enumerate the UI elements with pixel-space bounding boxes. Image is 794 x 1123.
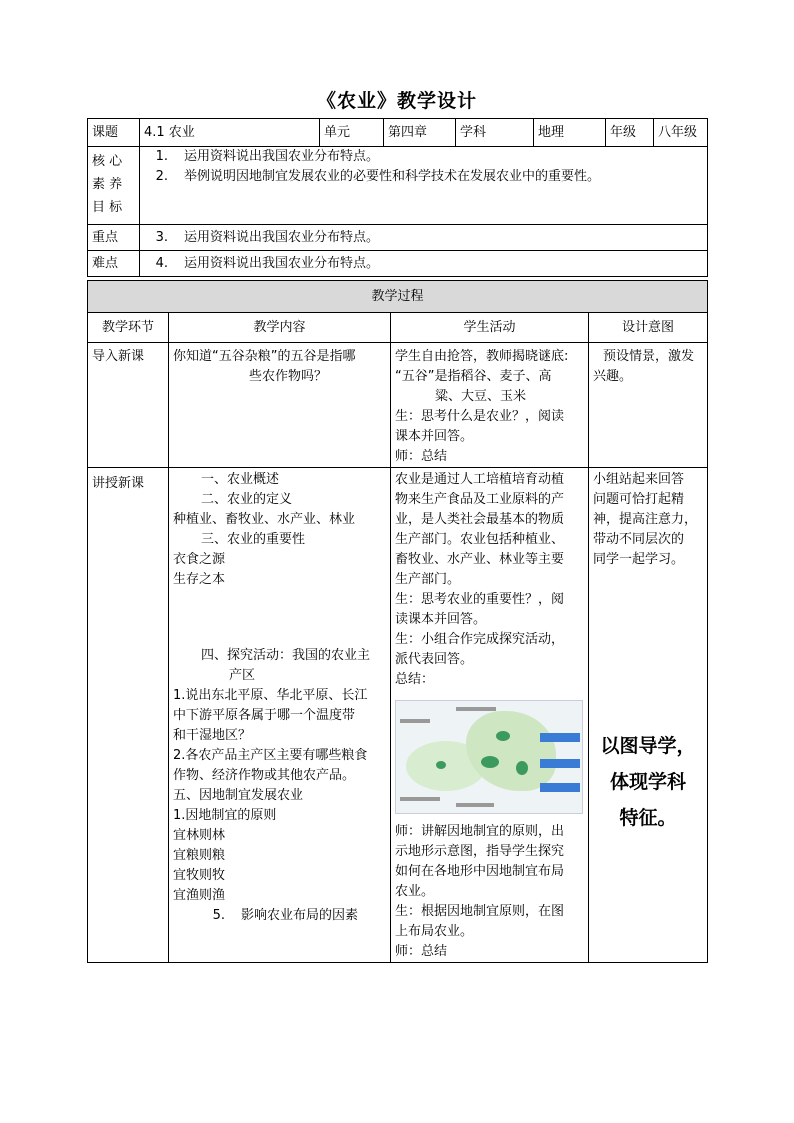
core-goals [140,147,708,225]
col-content: 教学内容 [169,313,391,343]
subject-label: 学科 [456,119,534,147]
unit-label: 单元 [320,119,384,147]
core-label-1: 核 心 [92,154,123,169]
intro-intent: 预设情景，激发 兴趣。 [589,343,708,468]
new-intent: 小组站起来回答 问题可恰打起精 神，提高注意力， 带动不同层次的 同学一起学习。 以图导学， 体现学科 特征。 [589,468,708,963]
new-stage: 讲授新课 [88,468,169,963]
col-activity: 学生活动 [391,313,589,343]
process-heading: 教学过程 [88,281,708,313]
key-content: 3. 运用资料说出我国农业分布特点。 [140,225,708,251]
core-item: 1. 运用资料说出我国农业分布特点。 [155,149,380,164]
new-activity: 农业是通过人工培植培育动植 物来生产食品及工业原料的产 业，是人类社会最基本的物质 生产部门。农业包括种植业、 畜牧业、水产业、林业等主要 生产部门。 生：思考农业的重要性？，阅 读课本并回答。 生：小组合作完成探究活动， 派代表回答。 总结： 师：讲解因地制宜的原则，出 示地形示意图，指导学生探究 如何在各地形中因地制宜布局 农业。 生：根据因地制宜原则，在图 上布局农业。 师：总结 [391,468,589,963]
col-intent: 设计意图 [589,313,708,343]
col-stage: 教学环节 [88,313,169,343]
core-label-2: 素 养 [92,177,123,192]
intro-activity: 学生自由抢答，教师揭晓谜底: “五谷”是指稻谷、麦子、高 粱、大豆、玉米 生：思考什么是农业？，阅读 课本并回答。 师：总结 [391,343,589,468]
difficult-content: 4. 运用资料说出我国农业分布特点。 [140,251,708,277]
difficult-label: 难点 [88,251,140,277]
process-table [87,280,708,963]
info-table [87,118,708,277]
grade-label: 年级 [606,119,654,147]
intro-content: 你知道“五谷杂粮”的五谷是指哪 些农作物吗？ [169,343,391,468]
core-label-3: 目 标 [92,200,123,215]
core-item: 2. 举例说明因地制宜发展农业的必要性和科学技术在发展农业中的重要性。 [155,169,601,184]
document-title: 《农业》教学设计 [316,90,477,112]
agriculture-map-image [395,700,583,814]
key-label: 重点 [88,225,140,251]
topic-value: 4.1 农业 [140,119,320,147]
unit-value: 第四章 [384,119,456,147]
topic-label: 课题 [88,119,140,147]
intro-stage: 导入新课 [88,343,169,468]
core-label [88,147,140,225]
new-content: 一、农业概述 二、农业的定义 种植业、畜牧业、水产业、林业 三、农业的重要性 衣食之源 生存之本 四、探究活动：我国的农业主 产区 1.说出东北平原、华北平原、长江 中下游平原各属于哪一个温度带 和干湿地区？ 2.各农产品主产区主要有哪些粮食 作物、经济作物或其他农产品。 五、因地制宜发展农业 1.因地制宜的原则 宜林则林 宜粮则粮 宜牧则牧 宜渔则渔 5. 影响农业布局的因素 [169,468,391,963]
subject-value: 地理 [534,119,606,147]
grade-value: 八年级 [654,119,708,147]
